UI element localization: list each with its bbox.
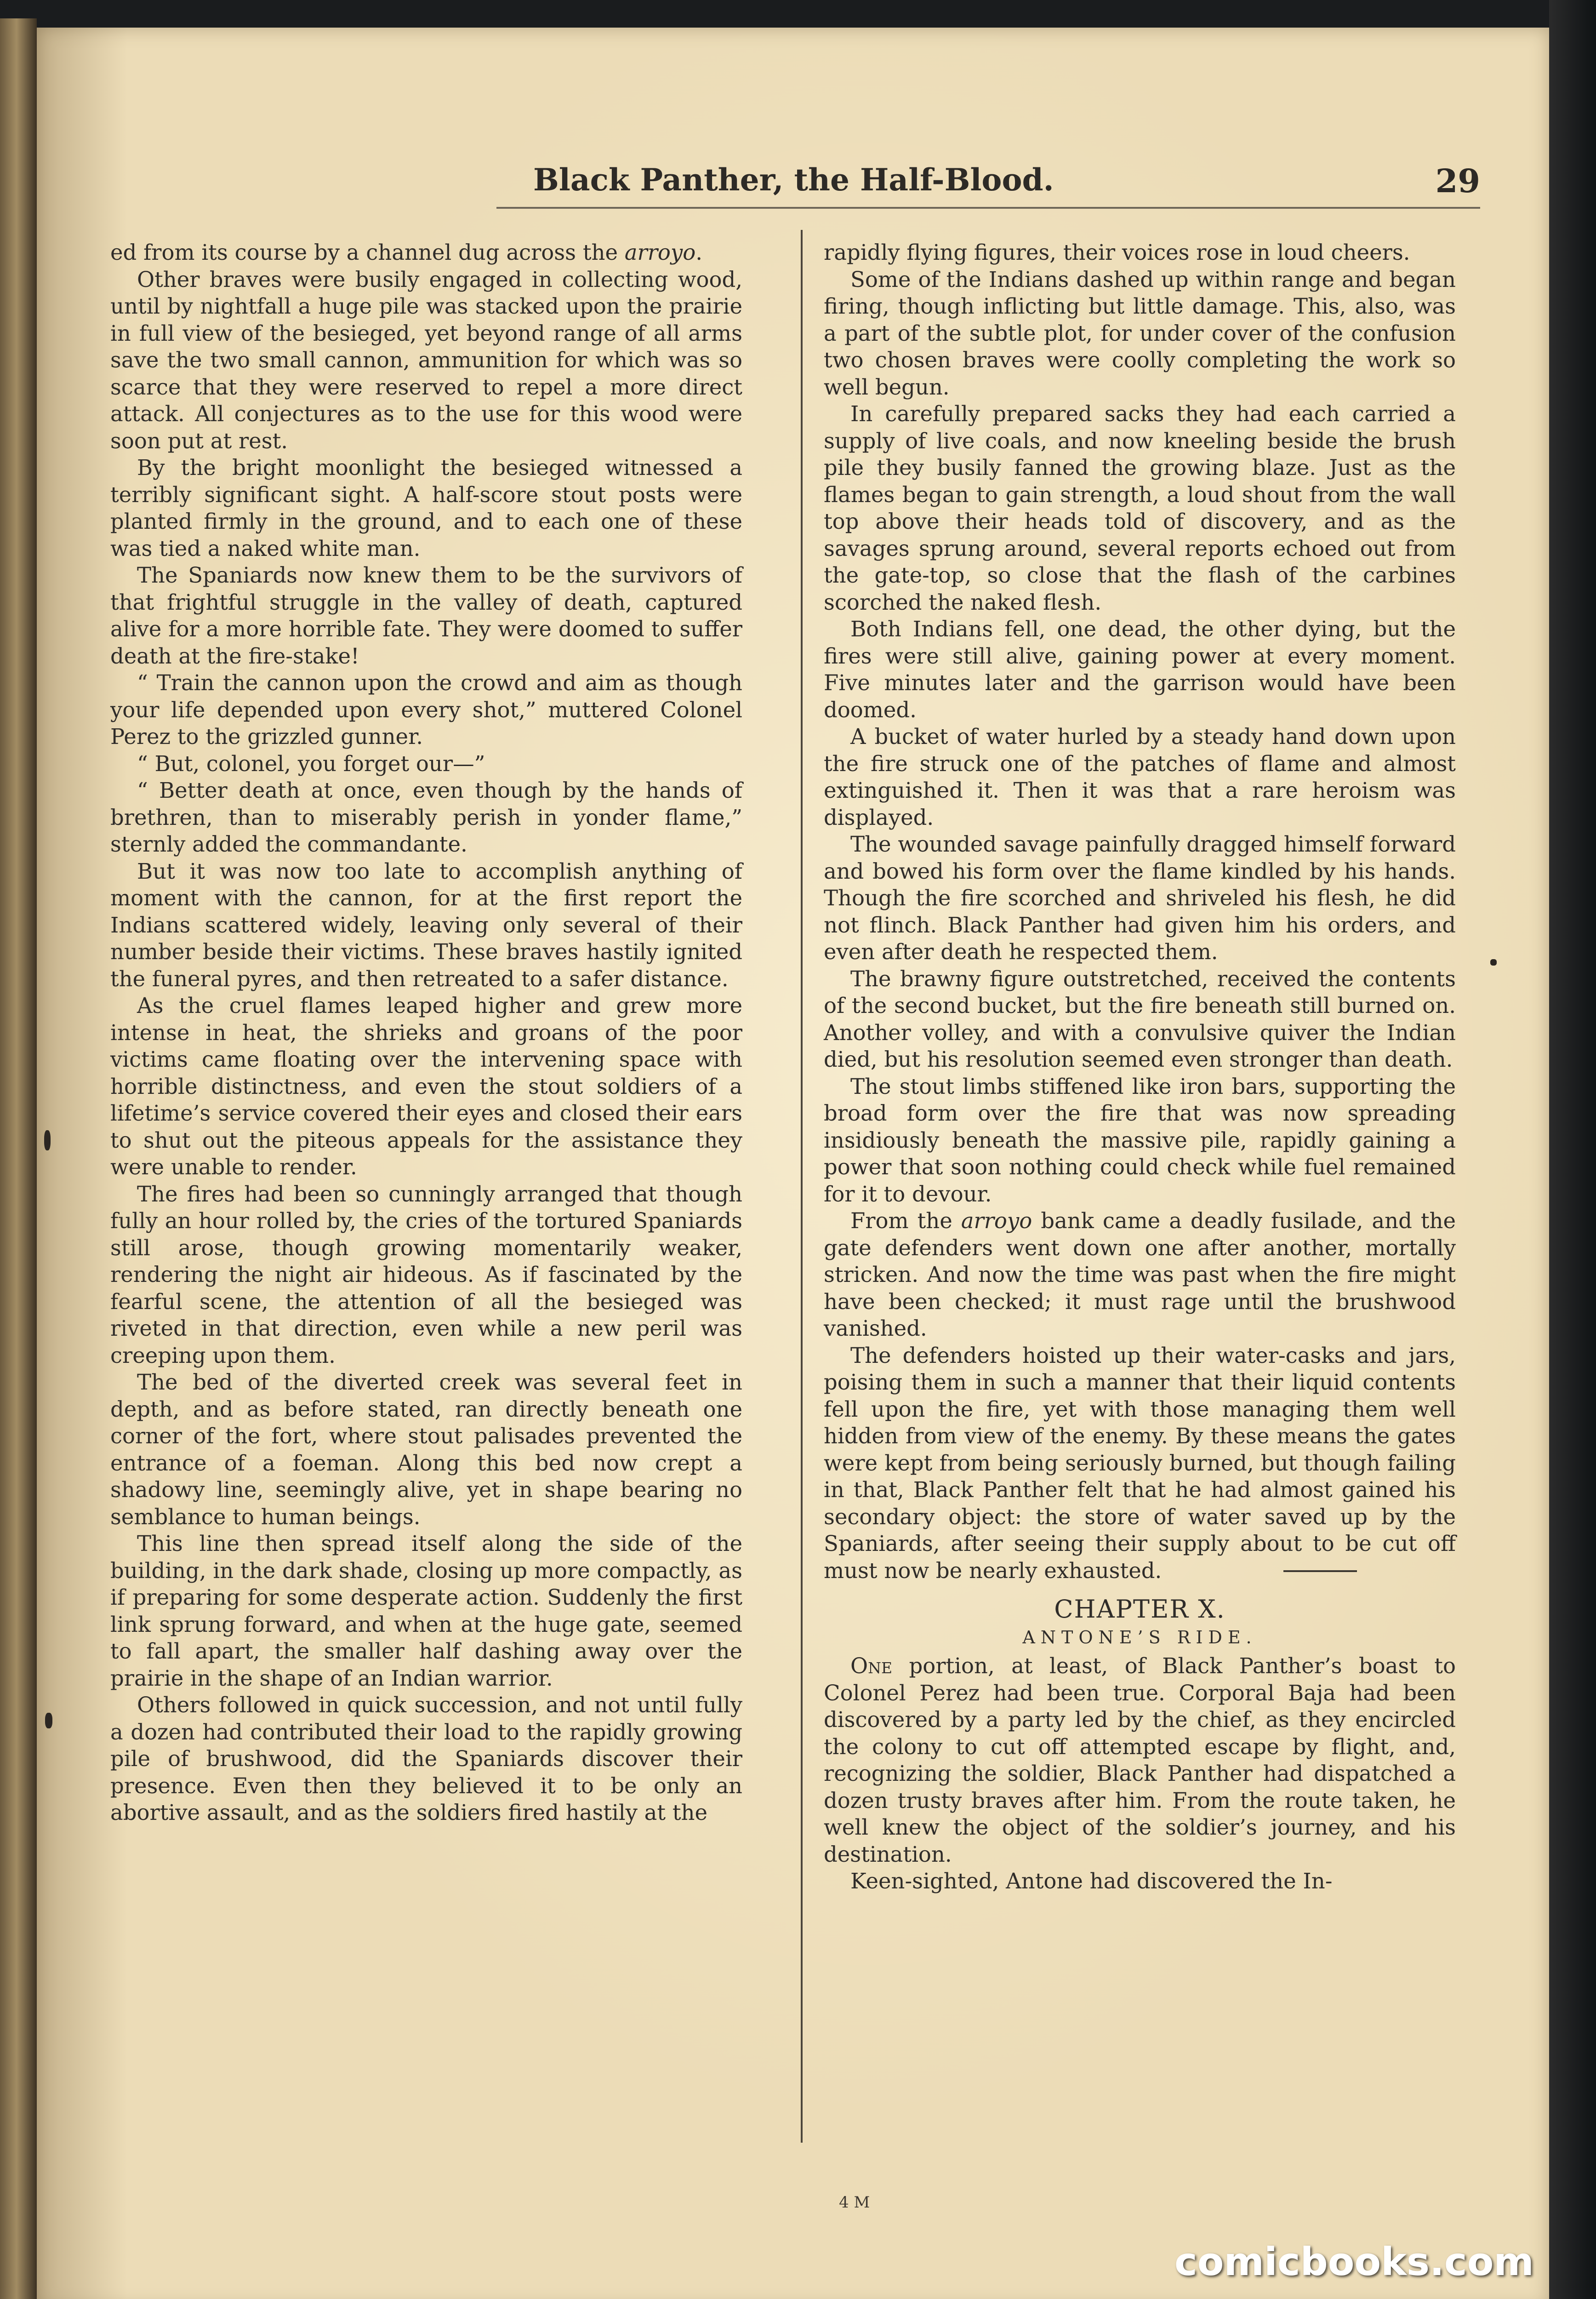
paragraph: “ Better death at once, even though by the hands of brethren, than to miserably perish in yonder flame,” sternly added the commandante. bbox=[110, 778, 742, 857]
page-number: 29 bbox=[1435, 162, 1480, 200]
paragraph: Others followed in quick succession, and not until fully a dozen had contributed their load to the rapidly growing pile of brushwood, did the Spaniards discover their presence. Even then they believed it to be only an abortive assault, and as the soldiers fired hastily at the bbox=[110, 1693, 742, 1825]
text-run: From the bbox=[850, 1208, 961, 1233]
paragraph: The wounded savage painfully dragged himself forward and bowed his form over the flame kindled by his hands. Though the fire scorched and shriveled his flesh, he did not flinch. Black Panther had given him his orders, and even after death he respected them. bbox=[824, 832, 1456, 964]
scan-background bbox=[1549, 0, 1596, 2299]
paragraph: This line then spread itself along the side of the building, in the dark shade, closing up more compactly, as if preparing for some desperate action. Suddenly the first link sprung forward, and when at the huge gate, seemed to fall apart, the smaller half dashing away over the prairie in the shape of an Indian warrior. bbox=[110, 1531, 742, 1691]
paragraph bbox=[824, 1207, 1456, 1342]
right-column bbox=[824, 239, 1456, 1895]
paragraph: Both Indians fell, one dead, the other dying, but the fires were still alive, gaining power at every moment. Five minutes later and the garrison would have been doomed. bbox=[824, 617, 1456, 722]
text-run: . bbox=[695, 240, 702, 265]
paragraph: Some of the Indians dashed up within range and began firing, though inflicting but little damage. This, also, was a part of the subtle plot, for under cover of the confusion two chosen braves were coolly completing the work so well begun. bbox=[824, 267, 1456, 400]
paragraph: Other braves were busily engaged in collecting wood, until by nightfall a huge pile was stacked upon the prairie in full view of the besieged, yet beyond range of all arms save the two small cannon, ammunition for which was so scarce that they were reserved to repel a more direct attack. All conjectures as to the use for this wood were soon put at rest. bbox=[110, 267, 742, 453]
ink-smudge bbox=[1490, 959, 1497, 966]
folio-mark: 4 M bbox=[839, 2193, 870, 2212]
left-column bbox=[110, 239, 742, 1826]
column-divider bbox=[801, 230, 803, 2143]
paragraph bbox=[824, 1653, 1456, 1868]
paragraph: The stout limbs stiffened like iron bars, supporting the broad form over the fire that was now spreading insidiously beneath the massive pile, rapidly gaining a power that soon nothing could check while fuel remained for it to devour. bbox=[824, 1074, 1456, 1207]
paragraph: But it was now too late to accomplish anything of moment with the cannon, for at the first report the Indians scattered widely, leaving only several of their number beside their victims. These braves hastily ignited the funeral pyres, and then retreated to a safer distance. bbox=[110, 858, 742, 991]
paragraph: Keen-sighted, Antone had discovered the In- bbox=[850, 1869, 1333, 1893]
paragraph: As the cruel flames leaped higher and grew more intense in heat, the shrieks and groans of the poor victims came floating over the intervening space with horrible distinctness, and even the stout soldiers of a lifetime’s service covered their eyes and closed their ears to shut out the piteous appeals for the assistance they were unable to render. bbox=[110, 993, 742, 1179]
section-rule bbox=[1283, 1570, 1357, 1572]
paragraph: “ Train the cannon upon the crowd and aim as though your life depended upon every shot,” muttered Colonel Perez to the grizzled gunner. bbox=[110, 670, 742, 749]
paragraph: By the bright moonlight the besieged witnessed a terribly significant sight. A half-score stout posts were planted firmly in the ground, and to each one of these was tied a naked white man. bbox=[110, 455, 742, 561]
watermark: comicbooks.com bbox=[1174, 2239, 1534, 2284]
page-header bbox=[496, 156, 1480, 209]
chapter-subtitle: ANTONE’S RIDE. bbox=[1022, 1627, 1257, 1647]
text-run: ed from its course by a channel dug across the bbox=[110, 240, 625, 265]
paragraph: The Spaniards now knew them to be the survivors of that frightful struggle in the valley of death, captured alive for a more horrible fate. They were doomed to suffer death at the fire-stake! bbox=[110, 563, 742, 669]
paragraph: A bucket of water hurled by a steady hand down upon the fire struck one of the patches of flame and almost extinguished it. Then it was that a rare heroism was displayed. bbox=[824, 724, 1456, 830]
paragraph: The brawny figure outstretched, received the contents of the second bucket, but the fire beneath still burned on. Another volley, and with a convulsive quiver the Indian died, but his resolution seemed even stronger than death. bbox=[824, 966, 1456, 1072]
lead-word: One bbox=[850, 1653, 893, 1678]
ink-smudge bbox=[44, 1130, 51, 1150]
italic-word: arroyo bbox=[624, 240, 696, 265]
paragraph: rapidly flying figures, their voices rose in loud cheers. bbox=[824, 240, 1410, 265]
paragraph: The fires had been so cunningly arranged that though fully an hour rolled by, the cries of the tortured Spaniards still arose, though growing momentarily weaker, rendering the night air hideous. As if fascinated by the fearful scene, the attention of all the besieged was riveted in that direction, even while a new peril was creeping upon them. bbox=[110, 1181, 742, 1368]
paragraph: The bed of the diverted creek was several feet in depth, and as before stated, ran directly beneath one corner of the fort, where stout palisades prevented the entrance of a foeman. Along this bed now crept a shadowy line, seemingly alive, yet in shape bearing no semblance to human beings. bbox=[110, 1370, 742, 1529]
italic-word: arroyo bbox=[961, 1208, 1032, 1233]
adjacent-page-edge bbox=[0, 18, 37, 2299]
paragraph bbox=[110, 239, 742, 266]
paragraph: The defenders hoisted up their water-casks and jars, poising them in such a manner that their liquid contents fell upon the fire, yet with those managing them well hidden from view of the enemy. By these means the gates were kept from being seriously burned, but though failing in that, Black Panther felt that he had almost gained his secondary object: the store of water saved up by the Spaniards, after seeing their supply about to be cut off must now be nearly exhausted. bbox=[824, 1343, 1456, 1583]
paragraph: “ But, colonel, you forget our—” bbox=[137, 751, 485, 776]
text-run: portion, at least, of Black Panther’s boast to Colonel Perez had been true. Corporal Baja had been discovered by a party led by the chief, as they encircled the colony to cut off attempted escape by flight, and, recognizing the soldier, Black Panther had dispatched a dozen trusty braves after him. From the route taken, he well knew the object of the soldier’s journey, and his destination. bbox=[824, 1653, 1456, 1867]
running-title: Black Panther, the Half-Blood. bbox=[533, 162, 1054, 198]
paragraph: In carefully prepared sacks they had each carried a supply of live coals, and now kneeling beside the brush pile they busily fanned the growing blaze. Just as the flames began to gain strength, a loud shout from the wall top above their heads told of discovery, and as the savages sprung around, several reports echoed out from the gate-top, so close that the flash of the carbines scorched the naked flesh. bbox=[824, 401, 1456, 615]
chapter-title: CHAPTER X. bbox=[1054, 1595, 1226, 1624]
text-run: bank came a deadly fusilade, and the gate defenders went down one after another, mortally stricken. And now the time was past when the fire might have been checked; it must rage until the brushwood vanished. bbox=[824, 1208, 1456, 1341]
ink-smudge bbox=[45, 1713, 52, 1728]
